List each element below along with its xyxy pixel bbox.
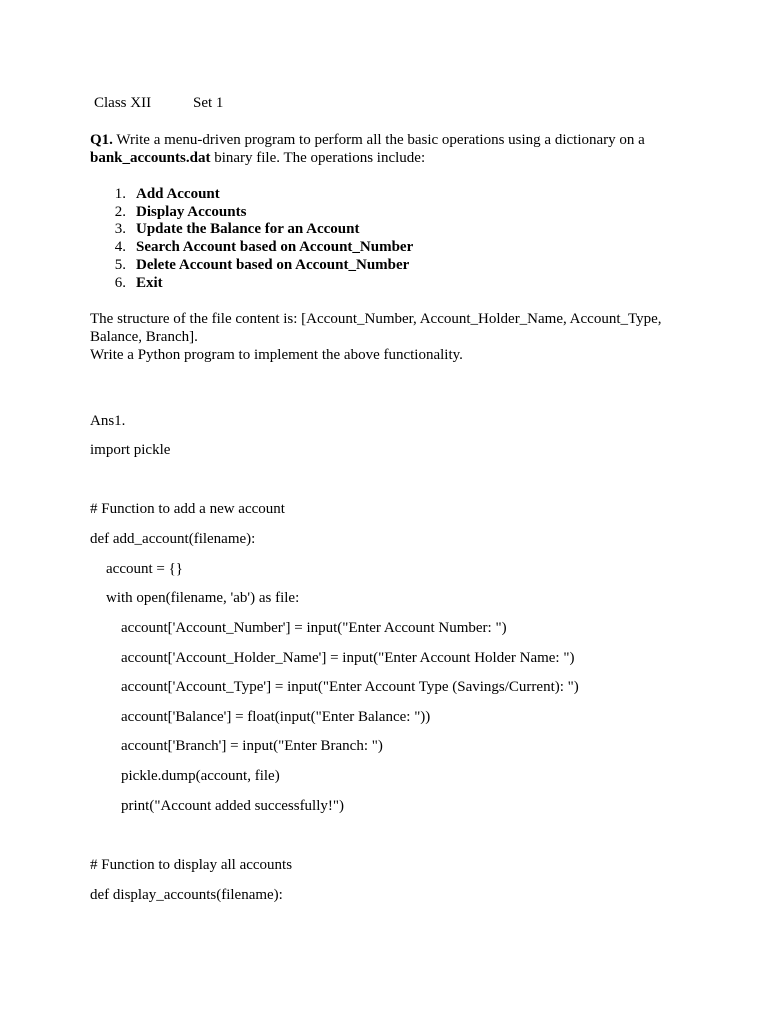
code-line: account['Account_Number'] = input("Enter Account Number: ") <box>121 620 507 636</box>
code-line: def add_account(filename): <box>90 531 256 547</box>
operation-label: Search Account based on Account_Number <box>136 239 414 255</box>
code-line: account['Branch'] = input("Enter Branch: ") <box>121 738 383 754</box>
question-number: Q1. <box>90 132 113 148</box>
question-line-2 <box>90 149 425 167</box>
code-line: import pickle <box>90 442 171 458</box>
question-intro: Write a menu-driven program to perform all the basic operations using a dictionary on a <box>112 132 645 148</box>
operation-number: 3. <box>114 221 126 237</box>
code-comment: # Function to add a new account <box>90 501 285 517</box>
operation-item <box>106 256 409 274</box>
structure-line-2: Balance, Branch]. <box>90 329 198 345</box>
question-line-2-rest: binary file. The operations include: <box>210 150 426 166</box>
operation-number: 6. <box>114 275 126 291</box>
instruction-line: Write a Python program to implement the above functionality. <box>90 347 463 363</box>
operation-number: 2. <box>114 204 126 220</box>
operation-item <box>106 274 163 292</box>
code-line: def display_accounts(filename): <box>90 887 283 903</box>
question-line-1 <box>90 131 645 149</box>
operation-number: 1. <box>114 186 126 202</box>
answer-label: Ans1. <box>90 413 126 429</box>
class-label: Class XII <box>94 95 152 111</box>
question-filename: bank_accounts.dat <box>90 150 211 166</box>
operation-item <box>106 220 359 238</box>
set-label: Set 1 <box>193 95 224 111</box>
operation-item <box>106 238 413 256</box>
operation-label: Delete Account based on Account_Number <box>136 257 410 273</box>
operation-number: 5. <box>114 257 126 273</box>
structure-line-1: The structure of the file content is: [Account_Number, Account_Holder_Name, Account_Type, <box>90 311 662 327</box>
code-line: account = {} <box>106 561 183 577</box>
code-line: with open(filename, 'ab') as file: <box>106 590 300 606</box>
operation-label: Update the Balance for an Account <box>136 221 360 237</box>
operation-item <box>106 185 220 203</box>
operation-label: Display Accounts <box>136 204 247 220</box>
code-line: print("Account added successfully!") <box>121 798 345 814</box>
operation-number: 4. <box>114 239 126 255</box>
code-line: account['Account_Holder_Name'] = input("Enter Account Holder Name: ") <box>121 650 575 666</box>
code-line: account['Balance'] = float(input("Enter Balance: ")) <box>121 709 431 725</box>
code-line: pickle.dump(account, file) <box>121 768 280 784</box>
code-comment: # Function to display all accounts <box>90 857 293 873</box>
operation-item <box>106 203 246 221</box>
operation-label: Add Account <box>136 186 220 202</box>
operation-label: Exit <box>136 275 163 291</box>
code-line: account['Account_Type'] = input("Enter Account Type (Savings/Current): ") <box>121 679 579 695</box>
